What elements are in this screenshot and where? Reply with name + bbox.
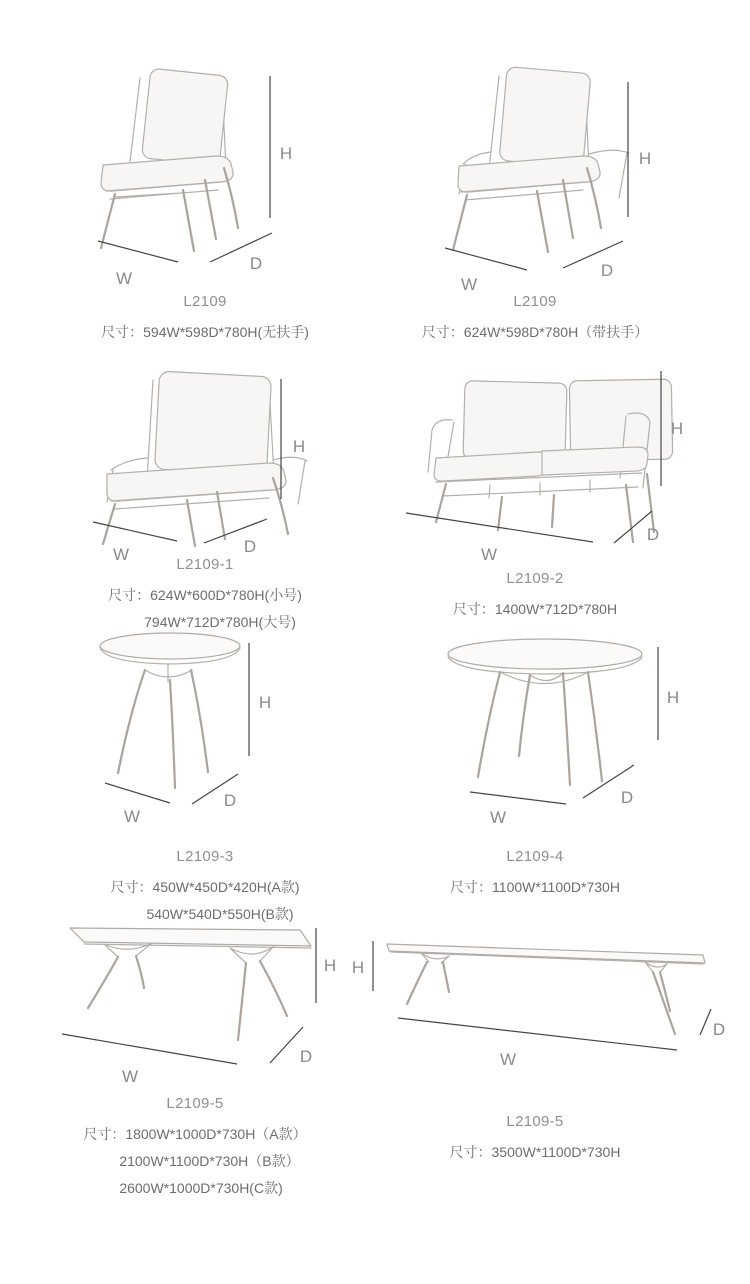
product-info <box>40 292 370 346</box>
sofa-drawing <box>390 356 710 571</box>
width-label: W <box>489 808 507 827</box>
dimension-text: 尺寸：624W*598D*780H（带扶手） <box>421 324 649 340</box>
depth-label: D <box>223 791 237 810</box>
round-table-drawing <box>420 615 690 835</box>
dimension-text: 尺寸：450W*450D*420H(A款) <box>110 879 300 895</box>
width-label: W <box>499 1050 517 1069</box>
product-info <box>390 1112 680 1166</box>
small-round-table-sketch <box>100 633 240 788</box>
product-cell-round-table <box>420 615 690 835</box>
depth-dimension-line <box>563 241 623 268</box>
dimension-text: 794W*712D*780H(大号) <box>144 614 296 630</box>
long-table-sketch <box>387 944 705 1034</box>
product-cell-sofa <box>390 356 710 571</box>
width-dimension-line <box>470 792 566 804</box>
dimension-text: 尺寸：594W*598D*780H(无扶手) <box>101 324 309 340</box>
height-label: H <box>323 956 337 975</box>
height-label: H <box>670 419 684 438</box>
model-number: L2109-2 <box>506 570 564 587</box>
depth-dimension-line <box>210 233 272 262</box>
dining-chair-drawing <box>70 58 320 293</box>
product-info <box>30 1094 360 1202</box>
width-label: W <box>112 545 130 564</box>
width-dimension-line <box>98 241 178 262</box>
armchair-drawing <box>415 52 695 297</box>
dimension-text: 540W*540D*550H(B款) <box>146 906 294 922</box>
width-label: W <box>480 545 498 564</box>
depth-label: D <box>600 261 614 280</box>
dimension-text: 尺寸：1800W*1000D*730H（A款） <box>83 1126 307 1142</box>
product-info <box>390 292 680 346</box>
width-dimension-line <box>62 1034 237 1064</box>
depth-label: D <box>712 1020 726 1039</box>
height-label: H <box>638 149 652 168</box>
model-number: L2109-5 <box>506 1113 564 1130</box>
size-spec <box>101 319 309 346</box>
height-label: H <box>258 693 272 712</box>
model-number: L2109 <box>183 293 227 310</box>
width-dimension-line <box>105 783 170 803</box>
dimension-text: 尺寸：3500W*1100D*730H <box>449 1144 621 1160</box>
depth-dimension-line <box>270 1027 303 1063</box>
product-cell-long-table <box>345 918 745 1088</box>
dimension-text: 尺寸：624W*600D*780H(小号) <box>108 587 302 603</box>
small-round-table-drawing <box>75 618 310 833</box>
product-cell-dining-table <box>40 900 350 1095</box>
depth-label: D <box>243 537 257 556</box>
size-spec <box>422 319 648 346</box>
dimension-text: 2100W*1100D*730H（B款） <box>119 1153 300 1169</box>
depth-label: D <box>299 1047 313 1066</box>
product-info <box>390 847 680 901</box>
height-label: H <box>292 437 306 456</box>
dining-table-sketch <box>70 928 311 1040</box>
product-cell-small-round-table <box>75 618 310 833</box>
model-number: L2109-3 <box>176 848 234 865</box>
size-spec <box>450 874 620 901</box>
depth-dimension-line <box>700 1009 711 1035</box>
model-number: L2109-1 <box>176 556 234 573</box>
width-label: W <box>115 269 133 288</box>
dining-chair-sketch <box>101 68 238 251</box>
product-cell-armchair <box>415 52 695 297</box>
depth-label: D <box>620 788 634 807</box>
dimension-text: 尺寸：1100W*1100D*730H <box>450 879 620 895</box>
width-label: W <box>460 275 478 294</box>
product-cell-lounge-chair <box>65 362 325 567</box>
lounge-chair-sketch <box>103 371 307 546</box>
height-label: H <box>666 688 680 707</box>
width-dimension-line <box>445 248 527 270</box>
round-table-sketch <box>448 639 642 785</box>
model-number: L2109-4 <box>506 848 564 865</box>
long-table-drawing <box>345 918 745 1088</box>
width-label: W <box>121 1067 139 1086</box>
armchair-sketch <box>453 67 629 252</box>
sofa-sketch <box>428 379 673 542</box>
width-label: W <box>123 807 141 826</box>
model-number: L2109 <box>513 293 557 310</box>
dimension-text: 尺寸：1400W*712D*780H <box>452 601 618 617</box>
product-cell-dining-chair <box>70 58 320 293</box>
depth-dimension-line <box>204 519 267 543</box>
size-spec <box>83 1121 306 1202</box>
depth-label: D <box>646 525 660 544</box>
height-label: H <box>279 144 293 163</box>
lounge-chair-drawing <box>65 362 325 567</box>
width-dimension-line <box>398 1018 677 1050</box>
size-spec <box>450 1139 621 1166</box>
dining-table-drawing <box>40 900 350 1095</box>
height-label: H <box>351 958 365 977</box>
model-number: L2109-5 <box>166 1095 224 1112</box>
depth-label: D <box>249 254 263 273</box>
dimension-text: 2600W*1000D*730H(C款) <box>119 1180 283 1196</box>
